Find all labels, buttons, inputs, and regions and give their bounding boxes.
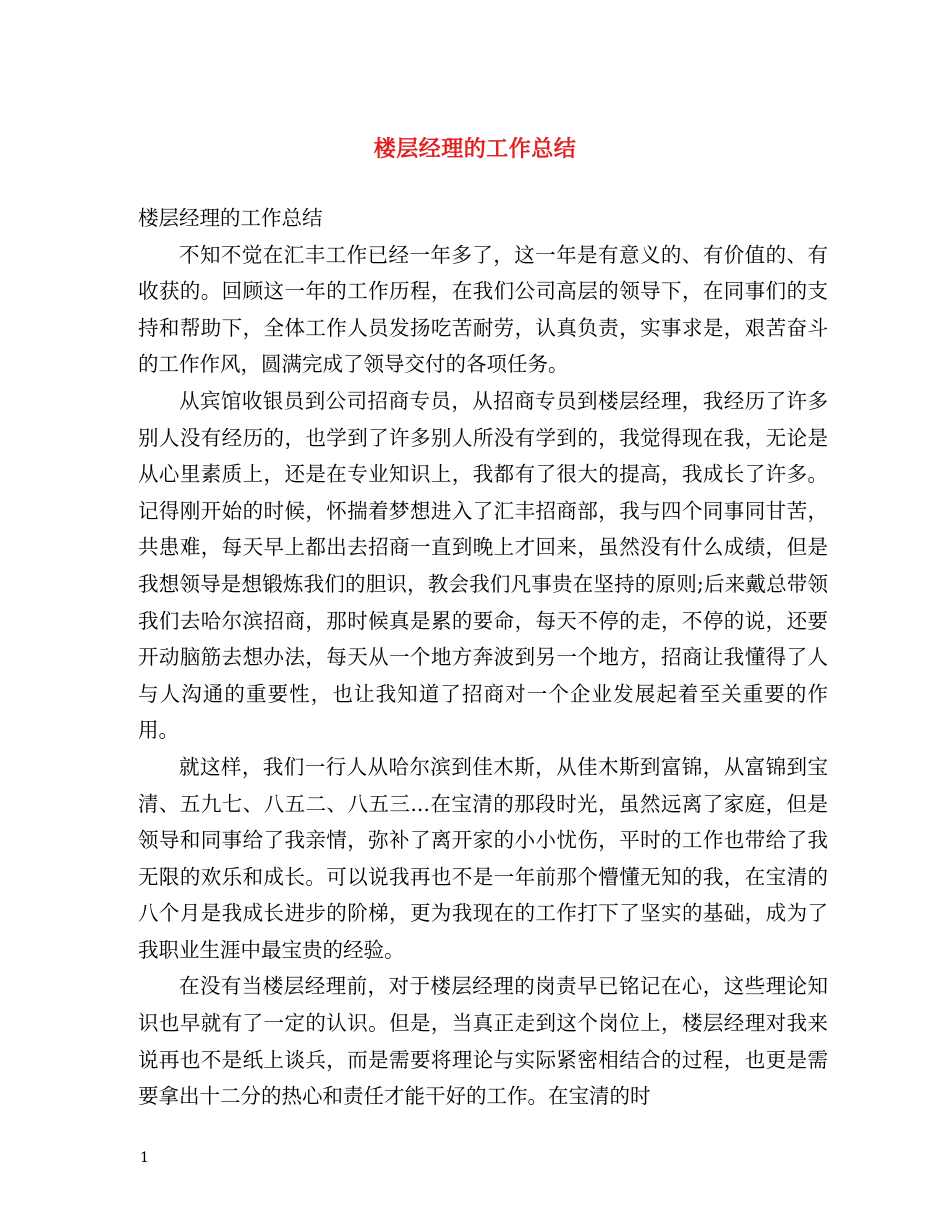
paragraph-1: 不知不觉在汇丰工作已经一年多了，这一年是有意义的、有价值的、有收获的。回顾这一年的工作历程，在我们公司高层的领导下，在同事们的支持和帮助下，全体工作人员发扬吃苦耐劳，认真负责，实事求是，艰苦奋斗的工作作风，圆满完成了领导交付的各项任务。 [138, 242, 828, 377]
document-title: 楼层经理的工作总结 [373, 136, 577, 162]
paragraph-3: 就这样，我们一行人从哈尔滨到佳木斯，从佳木斯到富锦，从富锦到宝清、五九七、八五二、八五三...在宝清的那段时光，虽然远离了家庭，但是领导和同事给了我亲情，弥补了离开家的小小忧伤，平时的工作也带给了我无限的欢乐和成长。可以说我再也不是一年前那个懵懂无知的我，在宝清的八个月是我成长进步的阶梯，更为我现在的工作打下了坚实的基础，成为了我职业生涯中最宝贵的经验。 [138, 754, 828, 962]
page-number: 1 [140, 1150, 149, 1166]
document-body [138, 200, 828, 1115]
paragraph-4: 在没有当楼层经理前，对于楼层经理的岗责早已铭记在心，这些理论知识也早就有了一定的认识。但是，当真正走到这个岗位上，楼层经理对我来说再也不是纸上谈兵，而是需要将理论与实际紧密相结合的过程，也更是需要拿出十二分的热心和责任才能干好的工作。在宝清的时 [138, 974, 828, 1109]
paragraph-2: 从宾馆收银员到公司招商专员，从招商专员到楼层经理，我经历了许多别人没有经历的，也学到了许多别人所没有学到的，我觉得现在我，无论是从心里素质上，还是在专业知识上，我都有了很大的提高，我成长了许多。记得刚开始的时候，怀揣着梦想进入了汇丰招商部，我与四个同事同甘苦，共患难，每天早上都出去招商一直到晚上才回来，虽然没有什么成绩，但是我想领导是想锻炼我们的胆识，教会我们凡事贵在坚持的原则;后来戴总带领我们去哈尔滨招商，那时候真是累的要命，每天不停的走，不停的说，还要开动脑筋去想办法，每天从一个地方奔波到另一个地方，招商让我懂得了人与人沟通的重要性，也让我知道了招商对一个企业发展起着至关重要的作用。 [138, 388, 828, 743]
document-subtitle: 楼层经理的工作总结 [138, 206, 323, 230]
